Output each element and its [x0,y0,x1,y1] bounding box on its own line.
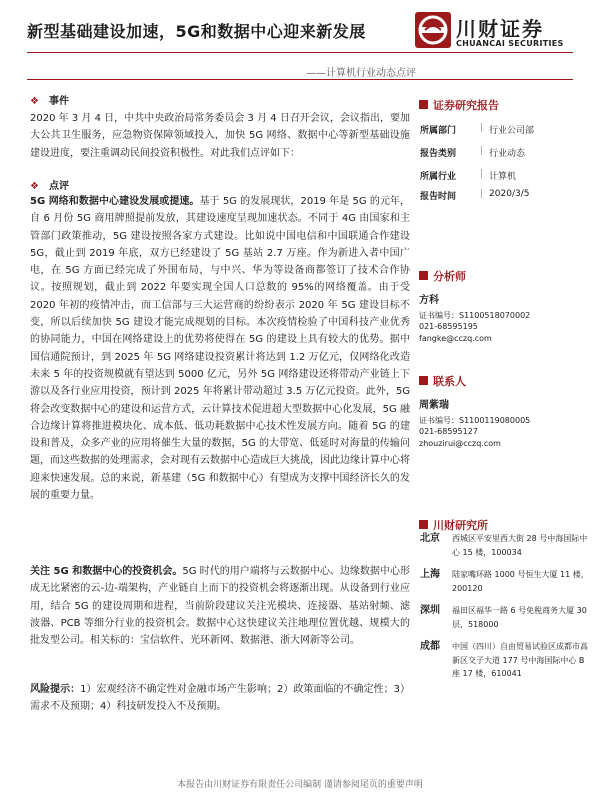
footer-disclaimer: 本报告由川财证券有限责任公司编制 谨请参阅尾页的重要声明 [177,780,423,790]
contact-email[interactable]: zhouzirui@cczq.com [419,438,501,448]
office-row: 北京 西城区平安里西大街 28 号中海国际中心 15 楼，100034 [420,533,588,557]
contact-heading: 联系人 [419,373,466,389]
office-row: 成都 中国（四川）自由贸易试验区成都市高新区交子大道 177 号中海国际中心 B 座 17 楼，610041 [420,641,588,678]
square-bullet-icon [419,100,428,109]
contact-card [419,400,530,449]
meta-row: 报告类别 | 行业动态 [420,146,526,159]
analyst-phone: 021-68595195 [419,322,478,331]
header-divider [27,52,573,53]
company-logo-icon [415,12,451,48]
comment-paragraph-2: 关注 5G 和数据中心的投资机会。5G 时代的用户端将与云数据中心、边缘数据中心形成无比紧密的云-边-端架构，产业链自上而下的投资机会将逐渐出现。从设备到行业应用，结合 5G 的建设周期和进程，当前阶段建议关注光模块、连接器、基站射频、滤波器、PCB 等细分行业的投资机会。数据中心这快建议关注地理位置优越、规模大的批发型公司。相关标的：宝信软件、光环新网、数据港、浙大网新等公司。 [30,566,410,647]
diamond-bullet-icon: ❖ [30,96,39,107]
analyst-cert: 证书编号：S1100518070002 [419,310,531,320]
diamond-bullet-icon: ❖ [30,181,39,192]
comment-paragraph-1: 5G 网络和数据中心建设发展或提速。基于 5G 的发展现状，2019 年是 5G 的元年，自 6 月份 5G 商用牌照提前发放，其建设速度呈现加速状态。不同于 4G 由国家和主管部门政策推动，5G 建设按照各家方式建设。比如说中国电信和中国联通合作建设 5G，截止到 2019 年底，双方已经建设了 5G 基站 2.7 万座。作为新进入者中国广电，在 5G 方面已经完成了外围布局，与中兴、华为等设备商都签订了技术合作协议。按照规划，截止到 2022 年要实现全国人口总数的 95%的网络覆盖。由于受 2020 年初的疫情冲击，而工信部与三大运营商的纷纷表示 2020 年 5G 建设目标不变，所以后续加快 5G 建设才能完成规划的目标。本次疫情检验了中国科技产业优秀的协同能力，中国在网络建设上的优势将使得在 5G 的建设上具有较大的优势。据中国信通院预计，到 2025 年 5G 网络建设投资累计将达到 1.2 万亿元，仅网络化改造未来 5 年的投资规模就有望达到 5000 亿元，另外 5G 网络建设还将带动产业链上下游以及各行业应用投资，预计到 2025 年将累计带动超过 3.5 万亿元投资。此外，5G 将会改变数据中心的建设和运营方式，云计算技术促进超大型数据中心化发展，5G 融合边缘计算将推进模块化、成本低、低功耗数据中心技术性发展方向。随着 5G 的建设和普及，众多产业的应用将催生大量的数据，5G 的大带宽、低延时对海量的传输问题，而这些数据的处理需求，会对现有云数据中心造成巨大挑战，因此边缘计算中心将迎来快速发展。总的来说，新基建（5G 和数据中心）有望成为支撑中国经济长久的发展的重要力量。 [30,196,410,502]
risk-paragraph: 风险提示：1）宏观经济不确定性对金融市场产生影响；2）政策面临的不确定性；3）需求不及预期；4）科技研发投入不及预期。 [30,684,411,713]
report-subtitle: ——计算机行业动态点评 [306,68,416,79]
subtitle-divider [27,79,573,80]
analyst-card [419,295,530,344]
analyst-name: 方科 [419,295,439,306]
comment-heading: ❖ 点评 [30,181,69,192]
office-row: 深圳 福田区福华一路 6 号免税商务大厦 30 层，518000 [420,605,587,629]
contact-phone: 021-68595127 [419,427,478,436]
office-row: 上海 陆家嘴环路 1000 号恒生大厦 11 楼，200120 [420,569,589,593]
paragraph-lead: 关注 5G 和数据中心的投资机会。 [30,566,183,577]
square-bullet-icon [419,520,428,529]
paragraph-lead: 5G 网络和数据中心建设发展或提速。 [30,196,200,207]
contact-name: 周紫瑞 [419,400,449,411]
risk-lead: 风险提示： [30,684,81,695]
analyst-email[interactable]: fangke@cczq.com [419,333,492,343]
company-name-cn: 川财证券 [456,17,544,41]
meta-row: 所属部门 | 行业公司部 [420,123,535,136]
contact-cert: 证书编号：S1100119080005 [419,415,531,425]
event-heading: ❖ 事件 [30,96,69,107]
company-name-en: CHUANCAI SECURITIES [456,39,564,48]
square-bullet-icon [419,271,428,280]
report-title: 新型基础建设加速，5G和数据中心迎来新发展 [27,22,366,41]
square-bullet-icon [419,376,428,385]
meta-row: 报告时间 | 2020/3/5 [420,189,530,202]
meta-row: 所属行业 | 计算机 [420,169,517,182]
analyst-heading: 分析师 [419,268,466,284]
report-type-heading: 证券研究报告 [419,97,499,113]
event-paragraph: 2020 年 3 月 4 日，中共中央政治局常务委员会 3 月 4 日召开会议，会议指出，要加大公共卫生服务，应急物资保障领域投入，加快 5G 网络、数据中心等新型基础设施建设进度，要注重调动民间投资积极性。对此我们点评如下： [30,113,410,159]
institute-heading: 川财研究所 [419,517,488,533]
